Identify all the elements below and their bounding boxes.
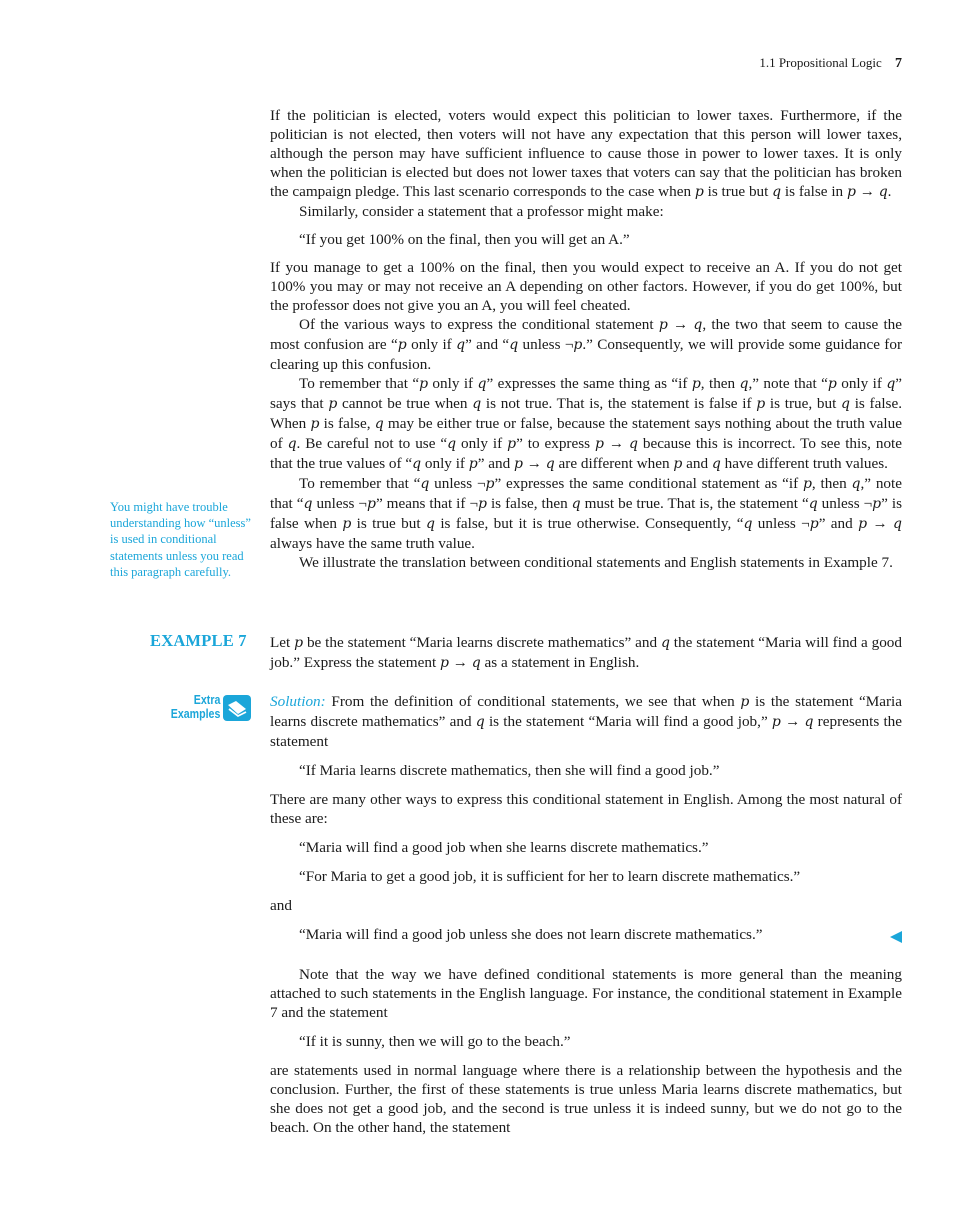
- quote: “Maria will find a good job unless she does not learn discrete mathematics.”: [299, 926, 763, 943]
- quote: “If you get 100% on the final, then you will get an A.”: [299, 231, 630, 248]
- paragraph: To remember that “p only if q” expresses the same thing as “if p, then q,” note that “p only if q” says that p cannot be true when q is not true. That is, the statement is false if p is true, but q is false. When p is false, q may be either true or false, because the statement says nothing about the truth value of q. Be careful not to use “q only if p” to express p → q because this is incorrect. To see this, note that the true values of “q only if p” and p → q are different when p and q have different truth values.: [270, 375, 903, 472]
- paragraph: Similarly, consider a statement that a professor might make:: [299, 203, 664, 220]
- paragraph: We illustrate the translation between conditional statements and English statements in Example 7.: [299, 554, 893, 571]
- margin-note: You might have trouble understanding how “unless” is used in conditional statements unless you read this paragraph carefully.: [110, 500, 251, 579]
- triangle-left-icon: [889, 930, 903, 944]
- main-text-lower: [270, 965, 902, 1137]
- quote: “If Maria learns discrete mathematics, then she will find a good job.”: [299, 762, 720, 779]
- solution-paragraph: Solution: From the definition of conditional statements, we see that when p is the statement “Maria learns discrete mathematics” and q is the statement “Maria will find a good job,” p → q represents the statement: [270, 693, 903, 750]
- paragraph: If the politician is elected, voters would expect this politician to lower taxes. Furthermore, if the politician is not elected, then voters will not have any expectation that this person will lower taxes, although the person may have sufficient influence to cause those in power to lower taxes. It is only when the politician is elected but does not lower taxes that voters can say that the politician has broken the campaign pledge. This last scenario corresponds to the case when p is true but q is false in p → q.: [270, 107, 902, 200]
- extra-examples-link[interactable]: [162, 693, 252, 723]
- extra-label: Extra: [193, 693, 221, 707]
- extra-examples-icon: [222, 693, 252, 723]
- paragraph: and: [270, 897, 292, 914]
- paragraph: Note that the way we have defined conditional statements is more general than the meaning attached to such statements in the English language. For instance, the conditional statement in Example 7 and the statement: [270, 966, 902, 1021]
- solution-body: [270, 692, 902, 944]
- paragraph: To remember that “q unless ¬p” expresses the same conditional statement as “if p, then q,” note that “q unless ¬p” means that if ¬p is false, then q must be true. That is, the statement “q unless ¬p” is false when p is true but q is false, but it is true otherwise. Consequently, “q unless ¬p” and p → q always have the same truth value.: [270, 475, 903, 552]
- examples-label: Examples: [170, 707, 221, 721]
- example-body: [270, 633, 902, 673]
- quote: “Maria will find a good job when she learns discrete mathematics.”: [299, 839, 709, 856]
- section-title: 1.1 Propositional Logic: [759, 55, 882, 70]
- quote: “For Maria to get a good job, it is sufficient for her to learn discrete mathematics.”: [299, 868, 801, 885]
- paragraph: There are many other ways to express this conditional statement in English. Among the most natural of these are:: [270, 791, 902, 827]
- running-header: [759, 55, 902, 72]
- example-label: EXAMPLE 7: [150, 631, 247, 650]
- paragraph: Of the various ways to express the conditional statement p → q, the two that seem to cause the most confusion are “p only if q” and “q unless ¬p.” Consequently, we will provide some guidance for clearing up this confusion.: [270, 316, 903, 373]
- quote: “If it is sunny, then we will go to the beach.”: [299, 1033, 571, 1050]
- solution-label: Solution:: [270, 693, 326, 710]
- main-text-upper: [270, 106, 902, 572]
- paragraph: If you manage to get a 100% on the final, then you would expect to receive an A. If you do not get 100% you may or may not receive an A depending on other factors. However, if you do get 100%, but the professor does not give you an A, you will feel cheated.: [270, 259, 902, 314]
- paragraph: are statements used in normal language where there is a relationship between the hypothesis and the conclusion. Further, the first of these statements is true unless Maria learns discrete mathematics, but she does not get a good job, and the second is true unless it is indeed sunny, but we do not go to the beach. On the other hand, the statement: [270, 1062, 902, 1136]
- page-number: 7: [895, 56, 902, 71]
- example-statement: Let p be the statement “Maria learns discrete mathematics” and q the statement “Maria will find a good job.” Express the statement p → q as a statement in English.: [270, 634, 902, 671]
